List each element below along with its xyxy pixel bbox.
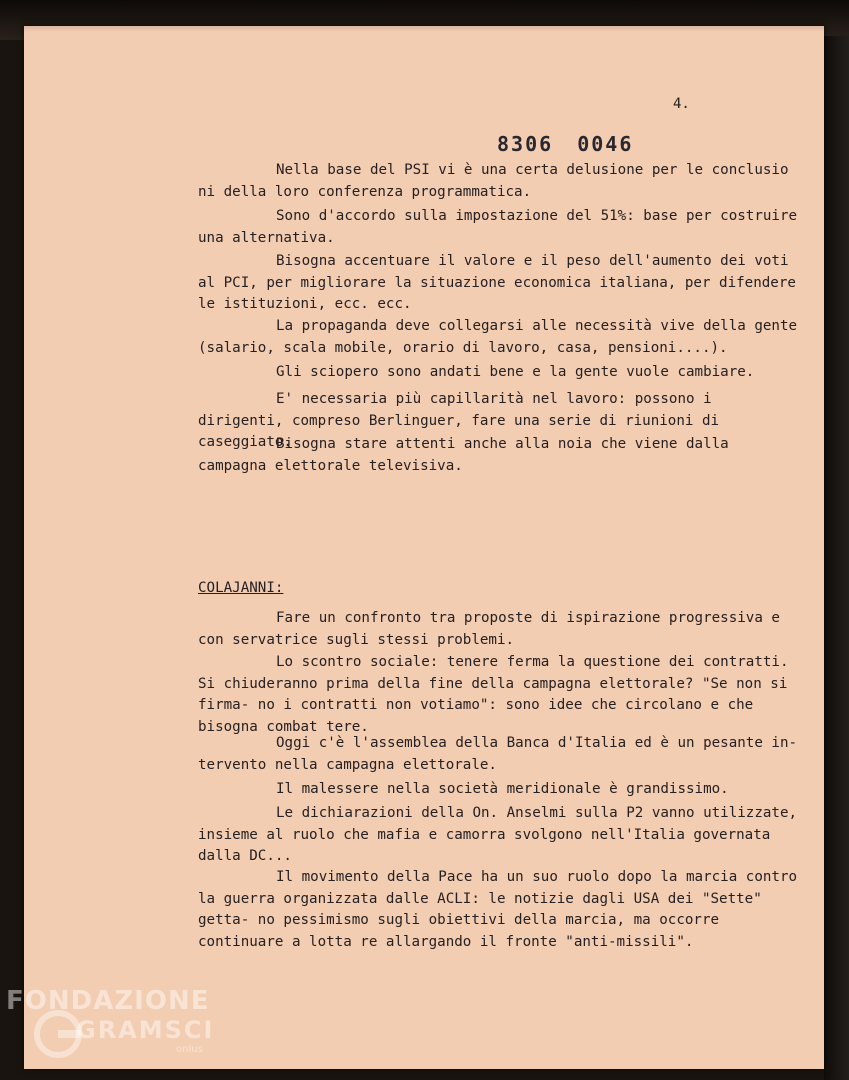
archive-stamp-number: 8306 0046 xyxy=(497,132,634,156)
watermark-line-2: GRAMSCI xyxy=(76,1016,215,1044)
psi-paragraph-7: Bisogna stare attenti anche alla noia che viene dalla campagna elettorale televisiva. xyxy=(198,436,729,474)
psi-paragraph-5: Gli sciopero sono andati bene e la gente vuole cambiare. xyxy=(276,364,755,380)
watermark-g-mark-icon xyxy=(34,1008,82,1060)
colajanni-paragraph-4: Il malessere nella società meridionale è grandissimo. xyxy=(276,781,729,797)
watermark-line-3: onlus xyxy=(176,1044,203,1055)
colajanni-paragraph-2: Lo scontro sociale: tenere ferma la questione dei contratti. Si chiuderanno prima della fine della campagna elettorale? "Se non si firma- no i contratti non votiamo": sono idee che circolano e che bisogna combat tere. xyxy=(198,654,789,735)
speaker-heading-colajanni: COLAJANNI: xyxy=(198,580,284,596)
psi-paragraph-1: Nella base del PSI vi è una certa delusione per le conclusio ni della loro conferenza programmatica. xyxy=(198,162,789,200)
psi-paragraph-2: Sono d'accordo sulla impostazione del 51%: base per costruire una alternativa. xyxy=(198,208,798,246)
page-top-edge xyxy=(24,26,824,32)
page-number: 4. xyxy=(673,96,690,112)
colajanni-paragraph-3: Oggi c'è l'assemblea della Banca d'Italia ed è un pesante in- tervento nella campagna elettorale. xyxy=(198,735,798,773)
watermark-line-1: FONDAZIONE xyxy=(6,986,210,1016)
colajanni-paragraph-1: Fare un confronto tra proposte di ispirazione progressiva e con servatrice sugli stessi problemi. xyxy=(198,610,780,648)
colajanni-paragraph-5: Le dichiarazioni della On. Anselmi sulla P2 vanno utilizzate, insieme al ruolo che mafia e camorra svolgono nell'Italia governata dalla DC... xyxy=(198,805,798,864)
fondazione-gramsci-watermark-logo xyxy=(6,986,226,1066)
psi-paragraph-4: La propaganda deve collegarsi alle necessità vive della gente (salario, scala mobile, orario di lavoro, casa, pensioni....). xyxy=(198,318,798,356)
psi-paragraph-3: Bisogna accentuare il valore e il peso dell'aumento dei voti al PCI, per migliorare la situazione economica italiana, per difendere le istituzioni, ecc. ecc. xyxy=(198,253,796,312)
scan-background-right xyxy=(824,36,849,1080)
colajanni-paragraph-6: Il movimento della Pace ha un suo ruolo dopo la marcia contro la guerra organizzata dalle ACLI: le notizie dagli USA dei "Sette" getta- no pessimismo sugli obiettivi della marcia, ma occorre continuare a lotta re allargando il fronte "anti-missili". xyxy=(198,869,798,950)
psi-paragraph-6: E' necessaria più capillarità nel lavoro: possono i dirigenti, compreso Berlinguer, fare una serie di riunioni di caseggiato. xyxy=(198,391,720,450)
